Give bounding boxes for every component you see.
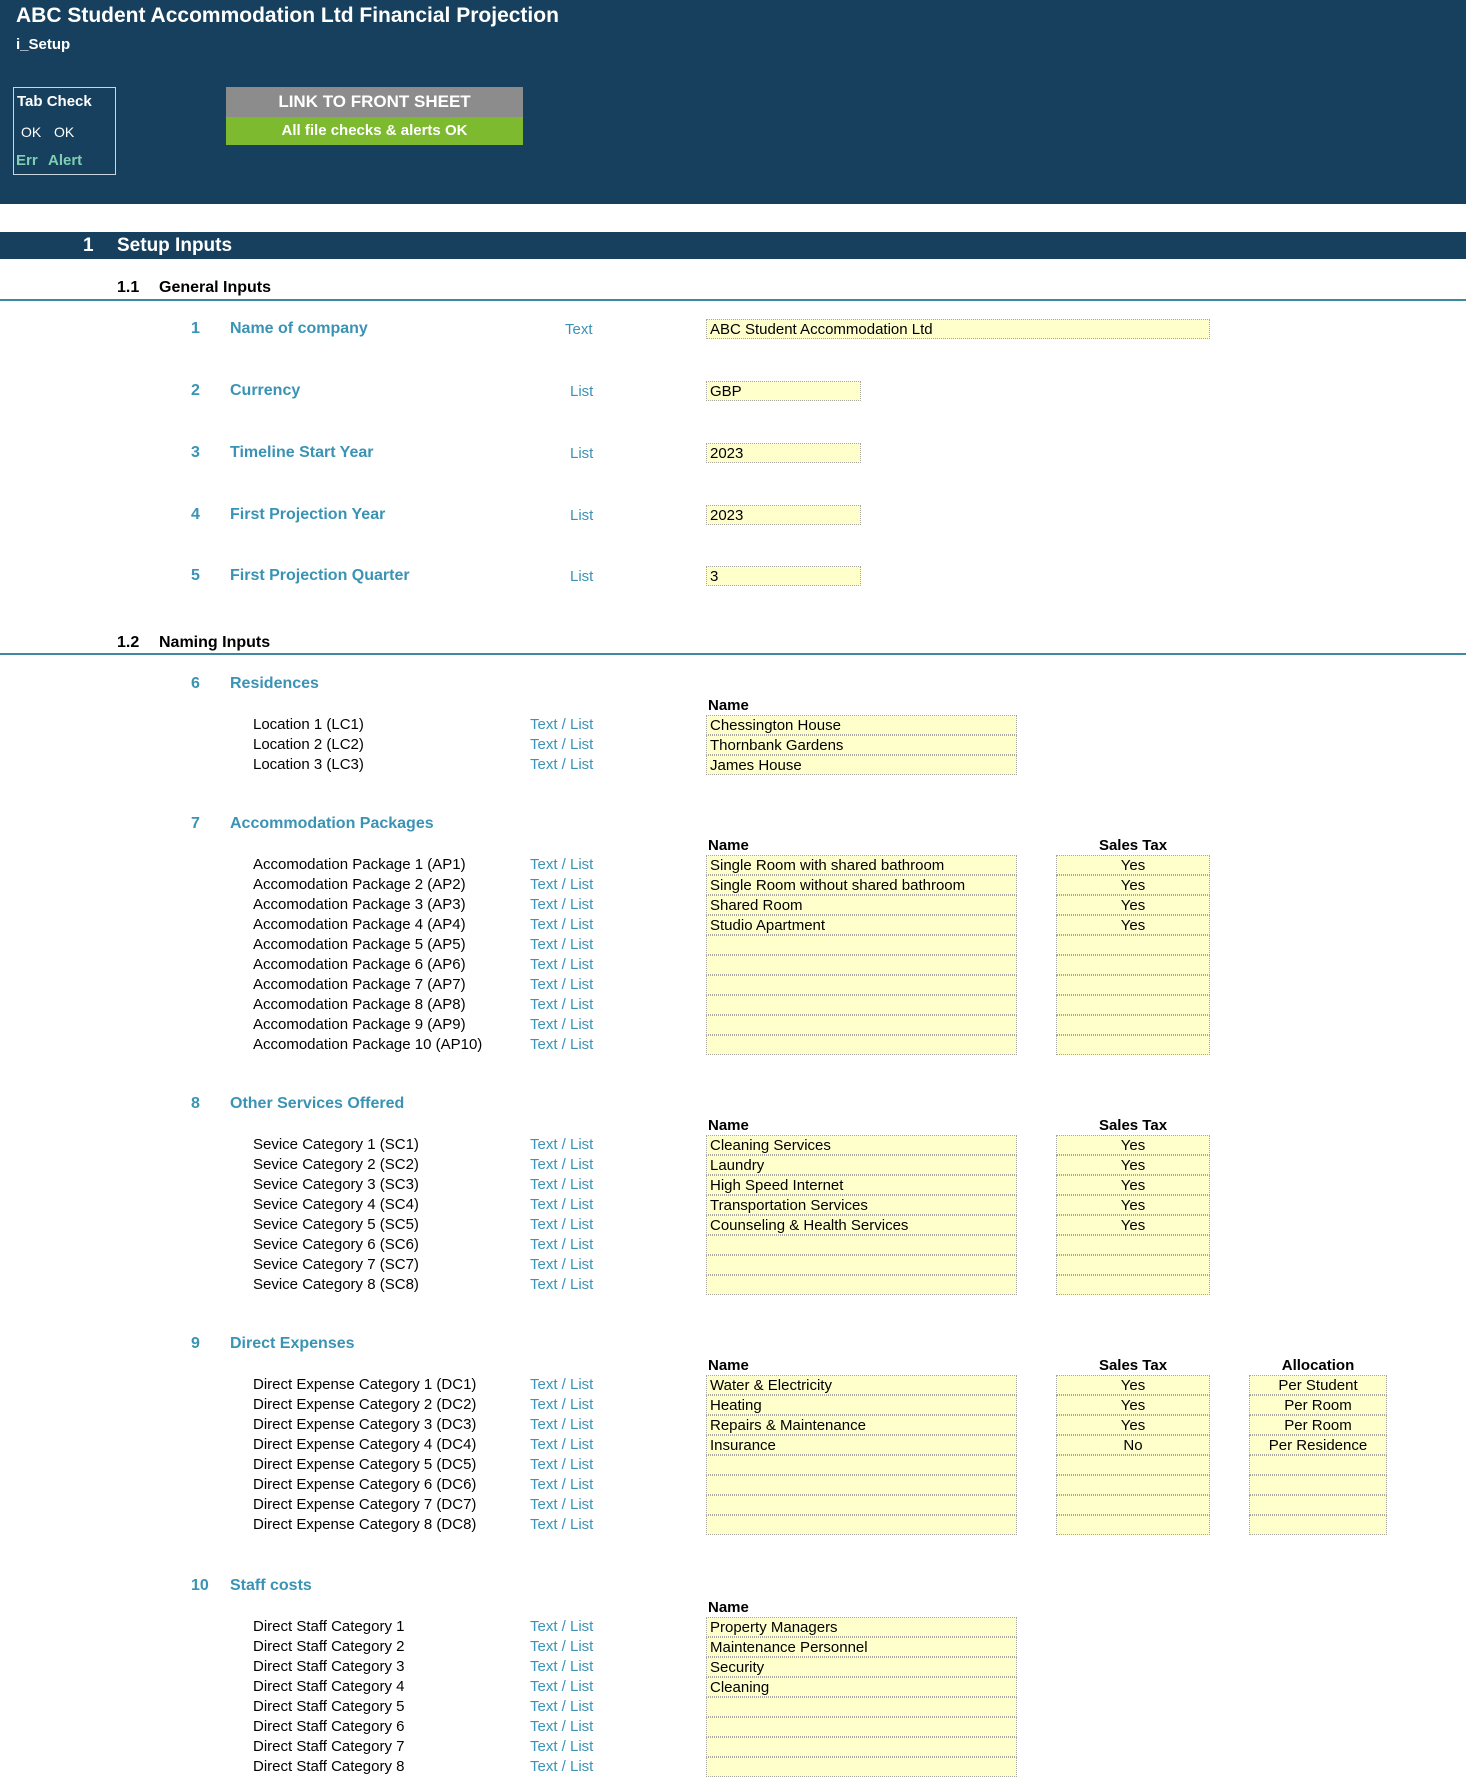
row-type: Text / List xyxy=(530,1156,594,1173)
name-cell[interactable]: Single Room with shared bathroom xyxy=(706,855,1017,875)
row-type: Text / List xyxy=(530,876,594,893)
sales-tax-cell[interactable] xyxy=(1056,1515,1210,1535)
allocation-cell[interactable] xyxy=(1249,1495,1387,1515)
allocation-cell[interactable] xyxy=(1249,1455,1387,1475)
row-type: Text / List xyxy=(530,1136,594,1153)
input-number: 2 xyxy=(191,382,200,399)
section-title: Setup Inputs xyxy=(117,235,233,256)
row-type: Text / List xyxy=(530,1618,594,1635)
row-label: Accomodation Package 9 (AP9) xyxy=(253,1016,466,1033)
sales-tax-cell[interactable]: Yes xyxy=(1056,855,1210,875)
row-type: Text / List xyxy=(530,916,594,933)
row-type: Text / List xyxy=(530,1678,594,1695)
sheet-name: i_Setup xyxy=(16,36,71,53)
input-cell[interactable]: 2023 xyxy=(706,443,861,463)
row-label: Direct Staff Category 5 xyxy=(253,1698,405,1715)
row-label: Location 3 (LC3) xyxy=(253,756,364,773)
row-type: Text / List xyxy=(530,1496,594,1513)
row-label: Direct Staff Category 4 xyxy=(253,1678,405,1695)
row-label: Sevice Category 6 (SC6) xyxy=(253,1236,419,1253)
column-header-name: Name xyxy=(708,697,749,714)
row-label: Accomodation Package 2 (AP2) xyxy=(253,876,466,893)
row-label: Direct Expense Category 4 (DC4) xyxy=(253,1436,477,1453)
row-label: Direct Staff Category 6 xyxy=(253,1718,405,1735)
row-type: Text / List xyxy=(530,1476,594,1493)
sales-tax-cell[interactable]: Yes xyxy=(1056,1195,1210,1215)
name-cell[interactable]: Property Managers xyxy=(706,1617,1017,1637)
row-label: Sevice Category 2 (SC2) xyxy=(253,1156,419,1173)
row-label: Accomodation Package 7 (AP7) xyxy=(253,976,466,993)
input-type: List xyxy=(570,445,594,462)
sales-tax-cell[interactable]: Yes xyxy=(1056,1415,1210,1435)
name-cell[interactable] xyxy=(706,1515,1017,1535)
name-cell[interactable]: Studio Apartment xyxy=(706,915,1017,935)
name-cell[interactable] xyxy=(706,1757,1017,1777)
row-type: Text / List xyxy=(530,1196,594,1213)
subsection-divider xyxy=(0,653,1466,655)
row-type: Text / List xyxy=(530,716,594,733)
input-cell[interactable]: 3 xyxy=(706,566,861,586)
input-number: 5 xyxy=(191,567,200,584)
input-type: List xyxy=(570,507,594,524)
row-label: Sevice Category 5 (SC5) xyxy=(253,1216,419,1233)
name-cell[interactable] xyxy=(706,975,1017,995)
sales-tax-cell[interactable] xyxy=(1056,995,1210,1015)
input-cell[interactable]: 2023 xyxy=(706,505,861,525)
row-label: Accomodation Package 5 (AP5) xyxy=(253,936,466,953)
row-type: Text / List xyxy=(530,1376,594,1393)
name-cell[interactable]: Cleaning Services xyxy=(706,1135,1017,1155)
name-cell[interactable]: James House xyxy=(706,755,1017,775)
row-type: Text / List xyxy=(530,1256,594,1273)
sales-tax-cell[interactable] xyxy=(1056,1235,1210,1255)
name-cell[interactable]: Repairs & Maintenance xyxy=(706,1415,1017,1435)
row-label: Sevice Category 3 (SC3) xyxy=(253,1176,419,1193)
tab-check-ok-alert: OK xyxy=(54,124,75,140)
group-number: 9 xyxy=(191,1335,200,1352)
workbook-title: ABC Student Accommodation Ltd Financial Projection xyxy=(16,4,559,27)
sales-tax-cell[interactable] xyxy=(1056,1275,1210,1295)
input-number: 1 xyxy=(191,320,200,337)
sheet-header xyxy=(0,0,1466,204)
subsection-title: General Inputs xyxy=(159,279,272,296)
sales-tax-cell[interactable]: Yes xyxy=(1056,1215,1210,1235)
row-label: Direct Staff Category 1 xyxy=(253,1618,405,1635)
column-header-name: Name xyxy=(708,837,749,854)
row-type: Text / List xyxy=(530,1658,594,1675)
name-cell[interactable] xyxy=(706,1495,1017,1515)
sales-tax-cell[interactable] xyxy=(1056,1255,1210,1275)
input-label: Timeline Start Year xyxy=(230,444,374,461)
sales-tax-cell[interactable]: No xyxy=(1056,1435,1210,1455)
sales-tax-cell[interactable] xyxy=(1056,1475,1210,1495)
row-label: Location 1 (LC1) xyxy=(253,716,364,733)
row-type: Text / List xyxy=(530,996,594,1013)
row-type: Text / List xyxy=(530,1236,594,1253)
name-cell[interactable]: Counseling & Health Services xyxy=(706,1215,1017,1235)
input-type: Text xyxy=(565,321,593,338)
sales-tax-cell[interactable]: Yes xyxy=(1056,1395,1210,1415)
row-label: Direct Staff Category 7 xyxy=(253,1738,405,1755)
subsection-title: Naming Inputs xyxy=(159,634,271,651)
name-cell[interactable] xyxy=(706,955,1017,975)
group-number: 7 xyxy=(191,815,200,832)
sales-tax-cell[interactable]: Yes xyxy=(1056,875,1210,895)
name-cell[interactable]: Thornbank Gardens xyxy=(706,735,1017,755)
row-type: Text / List xyxy=(530,1638,594,1655)
name-cell[interactable] xyxy=(706,1235,1017,1255)
row-label: Direct Staff Category 2 xyxy=(253,1638,405,1655)
row-label: Accomodation Package 6 (AP6) xyxy=(253,956,466,973)
row-label: Direct Expense Category 3 (DC3) xyxy=(253,1416,477,1433)
row-type: Text / List xyxy=(530,1416,594,1433)
name-cell[interactable] xyxy=(706,995,1017,1015)
file-checks-status: All file checks & alerts OK xyxy=(226,117,523,145)
tab-check-ok-err: OK xyxy=(21,124,42,140)
row-label: Sevice Category 7 (SC7) xyxy=(253,1256,419,1273)
name-cell[interactable] xyxy=(706,935,1017,955)
input-label: Name of company xyxy=(230,320,368,337)
row-type: Text / List xyxy=(530,856,594,873)
row-label: Accomodation Package 3 (AP3) xyxy=(253,896,466,913)
row-type: Text / List xyxy=(530,1436,594,1453)
row-label: Direct Expense Category 2 (DC2) xyxy=(253,1396,477,1413)
name-cell[interactable]: High Speed Internet xyxy=(706,1175,1017,1195)
row-type: Text / List xyxy=(530,1036,594,1053)
column-header-sales-tax: Sales Tax xyxy=(1098,837,1168,854)
input-label: First Projection Year xyxy=(230,506,386,523)
subsection-divider xyxy=(0,299,1466,301)
name-cell[interactable] xyxy=(706,1255,1017,1275)
row-type: Text / List xyxy=(530,1016,594,1033)
row-label: Accomodation Package 4 (AP4) xyxy=(253,916,466,933)
group-title: Accommodation Packages xyxy=(230,815,434,832)
name-cell[interactable]: Chessington House xyxy=(706,715,1017,735)
group-title: Staff costs xyxy=(230,1577,312,1594)
allocation-cell[interactable] xyxy=(1249,1515,1387,1535)
tab-check-box xyxy=(13,87,116,175)
sales-tax-cell[interactable] xyxy=(1056,1495,1210,1515)
allocation-cell[interactable]: Per Room xyxy=(1249,1395,1387,1415)
sales-tax-cell[interactable] xyxy=(1056,1455,1210,1475)
row-type: Text / List xyxy=(530,1758,594,1775)
tab-check-alert-label: Alert xyxy=(48,152,83,169)
section-number: 1 xyxy=(83,235,94,256)
input-label: Currency xyxy=(230,382,301,399)
row-label: Accomodation Package 8 (AP8) xyxy=(253,996,466,1013)
row-type: Text / List xyxy=(530,896,594,913)
group-title: Residences xyxy=(230,675,319,692)
sales-tax-cell[interactable]: Yes xyxy=(1056,1175,1210,1195)
name-cell[interactable]: Single Room without shared bathroom xyxy=(706,875,1017,895)
sales-tax-cell[interactable]: Yes xyxy=(1056,1155,1210,1175)
sales-tax-cell[interactable] xyxy=(1056,935,1210,955)
tab-check-title: Tab Check xyxy=(17,93,92,110)
row-type: Text / List xyxy=(530,1276,594,1293)
row-type: Text / List xyxy=(530,756,594,773)
name-cell[interactable] xyxy=(706,1717,1017,1737)
section-bar xyxy=(0,232,1466,259)
input-type: List xyxy=(570,568,594,585)
name-cell[interactable] xyxy=(706,1475,1017,1495)
subsection-number: 1.2 xyxy=(117,634,140,651)
sales-tax-cell[interactable]: Yes xyxy=(1056,1375,1210,1395)
name-cell[interactable] xyxy=(706,1015,1017,1035)
row-label: Direct Expense Category 8 (DC8) xyxy=(253,1516,477,1533)
row-type: Text / List xyxy=(530,1718,594,1735)
row-label: Direct Expense Category 5 (DC5) xyxy=(253,1456,477,1473)
sales-tax-cell[interactable] xyxy=(1056,975,1210,995)
row-type: Text / List xyxy=(530,956,594,973)
name-cell[interactable]: Laundry xyxy=(706,1155,1017,1175)
subsection-number: 1.1 xyxy=(117,279,140,296)
name-cell[interactable]: Shared Room xyxy=(706,895,1017,915)
row-label: Sevice Category 1 (SC1) xyxy=(253,1136,419,1153)
group-number: 8 xyxy=(191,1095,200,1112)
name-cell[interactable]: Maintenance Personnel xyxy=(706,1637,1017,1657)
group-title: Direct Expenses xyxy=(230,1335,355,1352)
input-type: List xyxy=(570,383,594,400)
input-number: 3 xyxy=(191,444,200,461)
group-number: 10 xyxy=(191,1577,209,1594)
input-number: 4 xyxy=(191,506,200,523)
sales-tax-cell[interactable]: Yes xyxy=(1056,1135,1210,1155)
name-cell[interactable] xyxy=(706,1697,1017,1717)
row-type: Text / List xyxy=(530,1698,594,1715)
allocation-cell[interactable]: Per Room xyxy=(1249,1415,1387,1435)
row-type: Text / List xyxy=(530,976,594,993)
input-label: First Projection Quarter xyxy=(230,567,410,584)
name-cell[interactable]: Transportation Services xyxy=(706,1195,1017,1215)
row-type: Text / List xyxy=(530,736,594,753)
allocation-cell[interactable]: Per Student xyxy=(1249,1375,1387,1395)
sales-tax-cell[interactable] xyxy=(1056,1035,1210,1055)
name-cell[interactable]: Heating xyxy=(706,1395,1017,1415)
name-cell[interactable]: Security xyxy=(706,1657,1017,1677)
name-cell[interactable] xyxy=(706,1737,1017,1757)
name-cell[interactable] xyxy=(706,1275,1017,1295)
row-label: Direct Expense Category 6 (DC6) xyxy=(253,1476,477,1493)
row-label: Sevice Category 8 (SC8) xyxy=(253,1276,419,1293)
name-cell[interactable]: Cleaning xyxy=(706,1677,1017,1697)
sales-tax-cell[interactable] xyxy=(1056,1015,1210,1035)
row-type: Text / List xyxy=(530,936,594,953)
column-header-name: Name xyxy=(708,1117,749,1134)
row-label: Direct Staff Category 8 xyxy=(253,1758,405,1775)
column-header-sales-tax: Sales Tax xyxy=(1098,1117,1168,1134)
row-type: Text / List xyxy=(530,1456,594,1473)
row-label: Sevice Category 4 (SC4) xyxy=(253,1196,419,1213)
row-type: Text / List xyxy=(530,1738,594,1755)
sales-tax-cell[interactable]: Yes xyxy=(1056,895,1210,915)
row-label: Direct Staff Category 3 xyxy=(253,1658,405,1675)
group-number: 6 xyxy=(191,675,200,692)
sales-tax-cell[interactable] xyxy=(1056,955,1210,975)
name-cell[interactable] xyxy=(706,1035,1017,1055)
column-header-name: Name xyxy=(708,1357,749,1374)
name-cell[interactable]: Insurance xyxy=(706,1435,1017,1455)
row-label: Direct Expense Category 7 (DC7) xyxy=(253,1496,477,1513)
column-header-allocation: Allocation xyxy=(1281,1357,1355,1374)
row-type: Text / List xyxy=(530,1216,594,1233)
column-header-name: Name xyxy=(708,1599,749,1616)
row-type: Text / List xyxy=(530,1176,594,1193)
row-type: Text / List xyxy=(530,1396,594,1413)
row-label: Accomodation Package 10 (AP10) xyxy=(253,1036,483,1053)
row-label: Location 2 (LC2) xyxy=(253,736,364,753)
row-type: Text / List xyxy=(530,1516,594,1533)
row-label: Accomodation Package 1 (AP1) xyxy=(253,856,466,873)
row-label: Direct Expense Category 1 (DC1) xyxy=(253,1376,477,1393)
name-cell[interactable]: Water & Electricity xyxy=(706,1375,1017,1395)
sales-tax-cell[interactable]: Yes xyxy=(1056,915,1210,935)
allocation-cell[interactable]: Per Residence xyxy=(1249,1435,1387,1455)
input-cell[interactable]: ABC Student Accommodation Ltd xyxy=(706,319,1210,339)
allocation-cell[interactable] xyxy=(1249,1475,1387,1495)
column-header-sales-tax: Sales Tax xyxy=(1098,1357,1168,1374)
input-cell[interactable]: GBP xyxy=(706,381,861,401)
name-cell[interactable] xyxy=(706,1455,1017,1475)
link-to-front-sheet-button[interactable]: LINK TO FRONT SHEET xyxy=(226,87,523,117)
tab-check-err-label: Err xyxy=(16,152,38,169)
group-title: Other Services Offered xyxy=(230,1095,405,1112)
